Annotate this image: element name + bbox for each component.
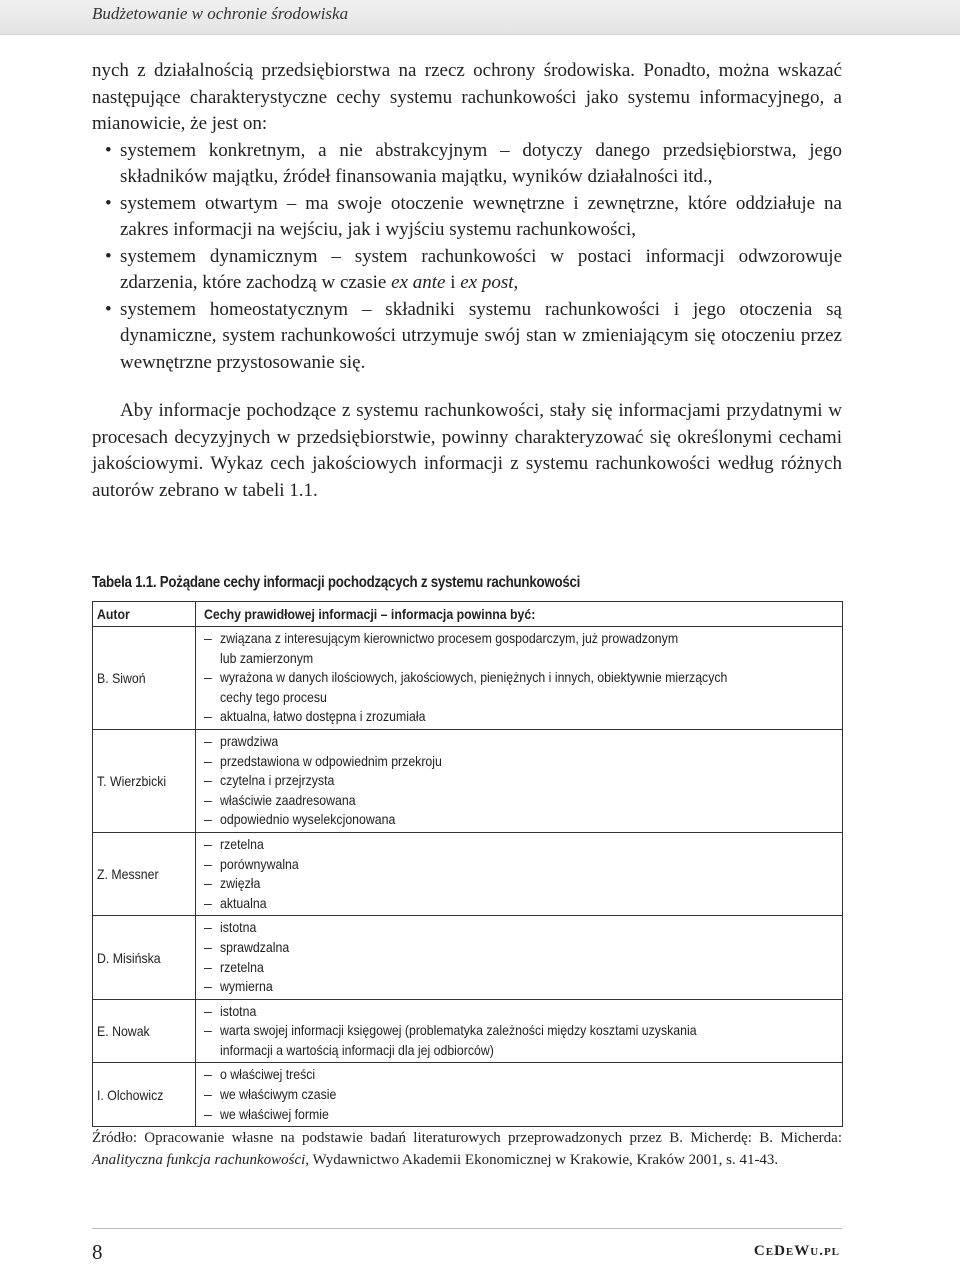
feature-text: lub zamierzonym [220, 649, 314, 666]
feature-text: właściwie zaadresowana [220, 791, 356, 808]
feature-list [92, 138, 842, 377]
feature-text: o właściwej treści [220, 1066, 316, 1083]
feature-text: sprawdzalna [220, 938, 290, 955]
dash-icon: – [204, 669, 212, 686]
features-cell [196, 916, 843, 999]
list-item-text: systemem dynamicznym – system rachunkowości w postaci informacji odwzorowuje zdarzenia, które zachodzą w czasie [120, 245, 842, 293]
feature-item [204, 629, 838, 668]
feature-item [204, 1085, 838, 1105]
feature-text: cechy tego procesu [220, 688, 327, 705]
footer-divider [92, 1228, 842, 1229]
author-cell: Z. Messner [93, 832, 196, 915]
list-item-text: systemem konkretnym, a nie abstrakcyjnym – dotyczy danego przedsiębiorstwa, jego składników majątku, źródeł finansowania majątku, wyników działalności itd., [120, 139, 842, 187]
list-item-text: , [513, 272, 519, 293]
source-title: Analityczna funkcja rachunkowości [92, 1152, 306, 1168]
feature-item [204, 707, 838, 727]
feature-text: warta swojej informacji księgowej (problematyka zależności między kosztami uzyskania [220, 1022, 697, 1039]
bullet-icon: • [105, 245, 112, 267]
feature-item [204, 791, 838, 811]
dash-icon: – [204, 919, 212, 936]
features-cell [196, 1063, 843, 1127]
source-text: , Wydawnictwo Akademii Ekonomicznej w Krakowie, Kraków 2001, s. 41-43. [305, 1152, 779, 1168]
dash-icon: – [204, 855, 212, 872]
feature-text: zwięzła [220, 875, 261, 892]
table-row [93, 832, 843, 915]
source-text: Źródło: Opracowanie własne na podstawie badań literaturowych przeprowadzonych przez B. Micherdę: B. Micherda: [92, 1130, 842, 1146]
feature-item [204, 894, 838, 914]
feature-text: istotna [220, 919, 257, 936]
features-table [92, 601, 843, 1127]
dash-icon: – [204, 875, 212, 892]
features-cell [196, 999, 843, 1063]
list-item [92, 297, 842, 377]
dash-icon: – [204, 835, 212, 852]
feature-text: aktualna [220, 894, 267, 911]
feature-item [204, 771, 838, 791]
dash-icon: – [204, 630, 212, 646]
feature-item [204, 918, 838, 938]
table-row [93, 627, 843, 730]
list-item-emphasis: ex post [460, 272, 514, 293]
feature-text: czytelna i przejrzysta [220, 772, 335, 789]
features-cell [196, 832, 843, 915]
feature-text: rzetelna [220, 835, 264, 852]
list-item-emphasis: ex ante [391, 272, 446, 293]
dash-icon: – [204, 938, 212, 955]
dash-icon: – [204, 1022, 212, 1039]
list-item [92, 244, 842, 297]
feature-text: wymierna [220, 978, 273, 995]
feature-item [204, 1105, 838, 1125]
dash-icon: – [204, 752, 212, 769]
list-item-text: i [445, 272, 461, 293]
feature-item [204, 938, 838, 958]
feature-text: wyrażona w danych ilościowych, jakościowych, pieniężnych i innych, obiektywnie mierzących [220, 669, 728, 686]
table-row [93, 1063, 843, 1127]
feature-item [204, 752, 838, 772]
list-item-text: systemem homeostatycznym – składniki systemu rachunkowości i jego otoczenia są dynamiczne, system rachunkowości utrzymuje swój stan w zmieniającym się otoczeniu przez wewnętrzne przystosowanie się. [120, 298, 842, 373]
feature-text: rzetelna [220, 958, 264, 975]
author-cell: D. Misińska [93, 916, 196, 999]
bullet-icon: • [105, 298, 112, 320]
feature-text: aktualna, łatwo dostępna i zrozumiała [220, 708, 426, 725]
body-paragraph: Aby informacje pochodzące z systemu rachunkowości, stały się informacjami przydatnymi w procesach decyzyjnych w przedsiębiorstwie, powinny charakteryzować się określonymi cechami jakościowymi. Wykaz cech jakościowych informacji z systemu rachunkowości według różnych autorów zebrano w tabeli 1.1. [92, 400, 842, 501]
feature-text: przedstawiona w odpowiednim przekroju [220, 752, 442, 769]
dash-icon: – [204, 732, 212, 749]
dash-icon: – [204, 708, 212, 725]
feature-text: odpowiednio wyselekcjonowana [220, 811, 396, 828]
feature-item [204, 810, 838, 830]
dash-icon: – [204, 894, 212, 911]
features-cell [196, 627, 843, 730]
feature-text: związana z interesującym kierownictwo procesem gospodarczym, już prowadzonym [220, 630, 679, 646]
dash-icon: – [204, 791, 212, 808]
table-row [93, 999, 843, 1063]
feature-text: informacji a wartością informacji dla jej odbiorców) [220, 1041, 494, 1058]
feature-item [204, 1065, 838, 1085]
bullet-icon: • [105, 139, 112, 161]
author-cell: I. Olchowicz [93, 1063, 196, 1127]
feature-item [204, 977, 838, 997]
bullet-icon: • [105, 192, 112, 214]
feature-item [204, 668, 838, 707]
dash-icon: – [204, 811, 212, 828]
feature-item [204, 1021, 838, 1060]
feature-item [204, 855, 838, 875]
feature-item [204, 1002, 838, 1022]
dash-icon: – [204, 1002, 212, 1019]
main-text [92, 58, 842, 504]
table-caption: Tabela 1.1. Pożądane cechy informacji pochodzących z systemu rachunkowości [92, 574, 581, 591]
feature-item [204, 874, 838, 894]
feature-text: prawdziwa [220, 732, 279, 749]
source-note [92, 1127, 842, 1171]
feature-item [204, 835, 838, 855]
feature-text: we właściwej formie [220, 1105, 329, 1122]
list-item [92, 138, 842, 191]
feature-item [204, 732, 838, 752]
table-row [93, 729, 843, 832]
intro-paragraph: nych z działalnością przedsiębiorstwa na rzecz ochrony środowiska. Ponadto, można wskazać następujące charakterystyczne cechy systemu rachunkowości jako systemu informacyjnego, a mianowicie, że jest on: [92, 60, 842, 134]
publisher-brand: CeDeWu.pl [753, 1243, 840, 1259]
page-number: 8 [92, 1240, 103, 1264]
dash-icon: – [204, 772, 212, 789]
header-features: Cechy prawidłowej informacji – informacja powinna być: [196, 602, 843, 627]
feature-text: we właściwym czasie [220, 1086, 337, 1103]
feature-text: istotna [220, 1002, 257, 1019]
features-cell [196, 729, 843, 832]
table-header-row [93, 602, 843, 627]
dash-icon: – [204, 958, 212, 975]
dash-icon: – [204, 1105, 212, 1122]
list-item [92, 191, 842, 244]
header-author: Autor [93, 602, 196, 627]
author-cell: T. Wierzbicki [93, 729, 196, 832]
feature-text: porównywalna [220, 855, 299, 872]
table-row [93, 916, 843, 999]
feature-item [204, 958, 838, 978]
list-item-text: systemem otwartym – ma swoje otoczenie wewnętrzne i zewnętrzne, które oddziałuje na zakres informacji na wejściu, jak i wyjściu systemu rachunkowości, [120, 192, 842, 240]
author-cell: B. Siwoń [93, 627, 196, 730]
dash-icon: – [204, 978, 212, 995]
author-cell: E. Nowak [93, 999, 196, 1063]
dash-icon: – [204, 1086, 212, 1103]
running-header [0, 0, 960, 35]
dash-icon: – [204, 1066, 212, 1083]
header-title: Budżetowanie w ochronie środowiska [92, 4, 349, 23]
